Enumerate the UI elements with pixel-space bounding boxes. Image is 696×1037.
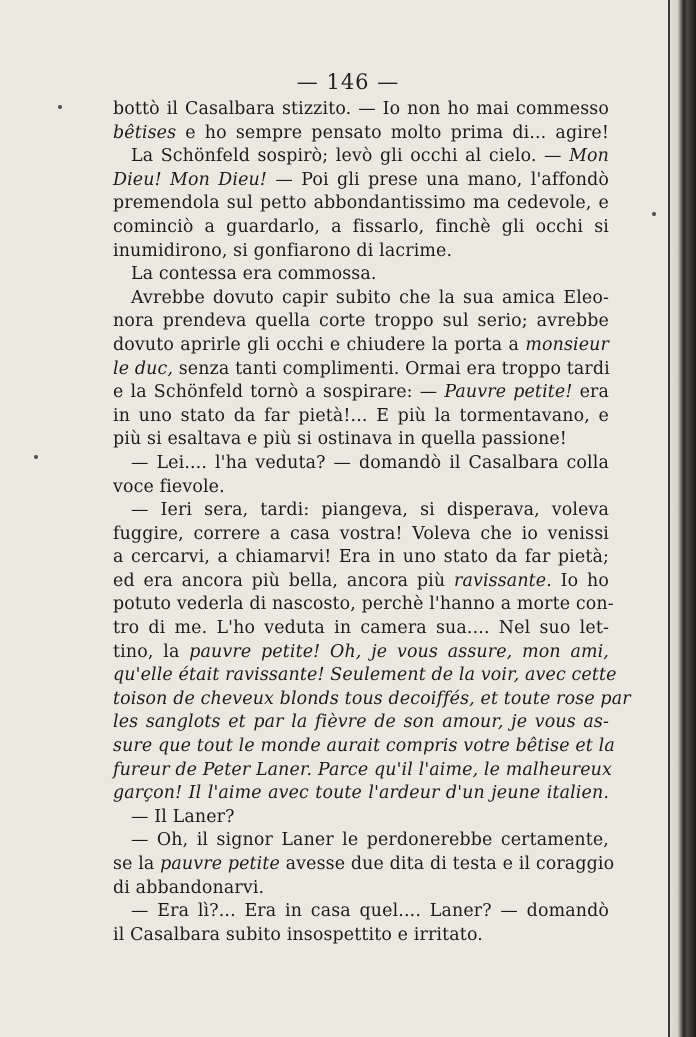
text-line: tro di me. L'ho veduta in camera sua.... Nel suo let- [113,618,609,639]
text-line: garçon! Il l'aime avec toute l'ardeur d'un jeune italien. [113,783,609,804]
binding-edge [668,0,696,1037]
text-line: premendola sul petto abbondantissimo ma cedevole, e [113,193,609,214]
text-line: potuto vederla di nascosto, perchè l'hanno a morte con- [113,594,614,615]
paper-speck [34,455,38,459]
text-line: les sanglots et par la fièvre de son amour, je vous as- [113,712,609,733]
text-line: — Lei.... l'ha veduta? — domandò il Casalbara colla [131,452,609,473]
text-line: e la Schönfeld tornò a sospirare: — Pauvre petite! era [113,382,610,403]
text-line: La Schönfeld sospirò; levò gli occhi al cielo. — Mon [131,146,609,167]
text-line: inumidirono, si gonfiarono di lacrime. [113,240,453,261]
text-line: sure que tout le monde aurait compris votre bêtise et la [113,736,615,757]
page-number: — 146 — [296,70,400,94]
text-line: Dieu! Mon Dieu! — Poi gli prese una mano, l'affondò [113,169,609,190]
text-line: ed era ancora più bella, ancora più ravissante. Io ho [113,570,609,591]
text-line: La contessa era commossa. [131,264,377,285]
binding-line [668,0,670,1037]
text-line: Avrebbe dovuto capir subito che la sua amica Eleo- [131,287,609,308]
text-line: il Casalbara subito insospettito e irritato. [113,924,483,945]
text-line: se la pauvre petite avesse due dita di testa e il coraggio [113,854,615,874]
text-line: — Il Laner? [131,806,235,827]
text-line: fureur de Peter Laner. Parce qu'il l'aime, le malheureux [113,759,612,780]
text-line: — Oh, il signor Laner le perdonerebbe certamente, [131,830,609,851]
text-line: di abbandonarvi. [113,877,265,898]
text-line: voce fievole. [113,476,225,497]
text-line: qu'elle était ravissante! Seulement de la voir, avec cette [113,665,617,686]
text-line: nora prendeva quella corte troppo sul serio; avrebbe [113,311,609,332]
text-line: dovuto aprirle gli occhi e chiudere la porta a monsieur [113,334,609,355]
text-line: in uno stato da far pietà!... E più la tormentavano, e [113,405,609,426]
text-line: tino, la pauvre petite! Oh, je vous assure, mon ami, [113,641,609,662]
text-line: le duc, senza tanti complimenti. Ormai era troppo tardi [113,358,610,379]
text-line: — Ieri sera, tardi: piangeva, si disperava, voleva [131,500,609,521]
text-line: fuggire, correre a casa vostra! Voleva che io venissi [113,523,609,544]
paper-speck [58,105,62,109]
text-line: — Era lì?... Era in casa quel.... Laner? — domandò [131,901,609,922]
paper-speck [652,212,656,216]
body-text [113,98,631,947]
text-line: toison de cheveux blonds tous decoiffés, et toute rose par [113,688,631,709]
text-line: bottò il Casalbara stizzito. — Io non ho mai commesso [113,99,609,119]
text-line: a cercarvi, a chiamarvi! Era in uno stato da far pietà; [113,547,609,568]
text-line: più si esaltava e più si ostinava in quella passione! [113,429,567,450]
text-line: cominciò a guardarlo, a fissarlo, finchè gli occhi si [113,216,609,237]
text-line: bêtises e ho sempre pensato molto prima di... agire! [113,122,609,143]
